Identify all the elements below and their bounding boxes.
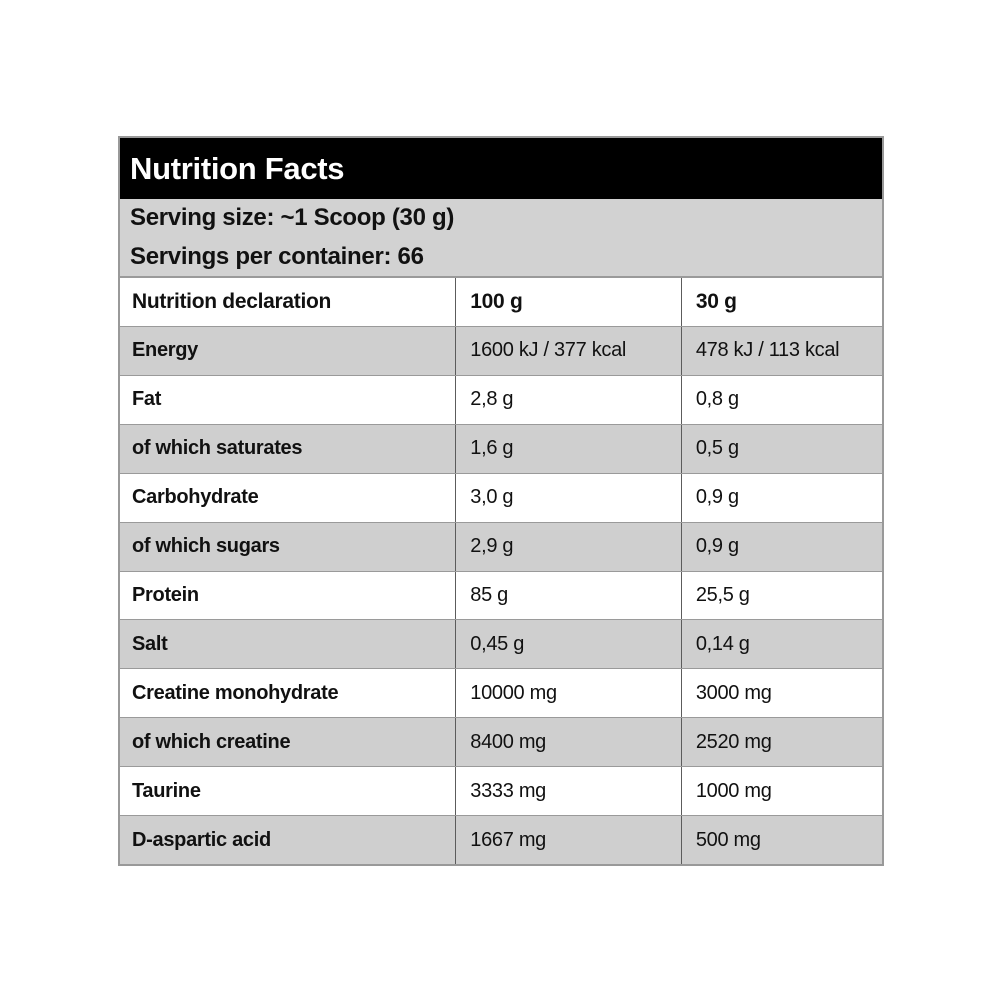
row-value-30g-cell: 500 mg — [681, 816, 882, 864]
row-label-cell: D-aspartic acid — [132, 828, 271, 851]
row-value-100g-cell: 3,0 g — [455, 474, 681, 522]
row-label-cell: Protein — [132, 583, 199, 606]
nutrition-table — [120, 278, 882, 864]
row-value-30g-cell: 2520 mg — [681, 718, 882, 766]
row-value-30g-cell: 3000 mg — [681, 669, 882, 717]
row-value-30g-cell: 478 kJ / 113 kcal — [681, 327, 882, 375]
table-row — [120, 473, 882, 522]
serving-size-text: Serving size: ~1 Scoop (30 g) — [130, 204, 455, 232]
table-row — [120, 815, 882, 864]
row-value-100g-cell: 3333 mg — [455, 767, 681, 815]
row-label-cell: Energy — [132, 339, 199, 362]
nutrition-facts-label — [118, 136, 884, 866]
row-label-cell: Taurine — [132, 779, 201, 802]
table-row — [120, 326, 882, 375]
row-value-100g-cell: 2,9 g — [455, 523, 681, 571]
header-nutrition-declaration: Nutrition declaration — [132, 289, 332, 313]
row-value-100g-cell: 85 g — [455, 572, 681, 620]
row-label-cell: of which saturates — [132, 437, 303, 460]
table-row — [120, 571, 882, 620]
table-row — [120, 424, 882, 473]
row-value-100g-cell: 0,45 g — [455, 620, 681, 668]
table-row — [120, 375, 882, 424]
row-value-30g-cell: 0,9 g — [681, 474, 882, 522]
header-per-100g: 100 g — [455, 278, 681, 326]
row-value-30g-cell: 1000 mg — [681, 767, 882, 815]
serving-size-line — [120, 199, 882, 238]
row-value-30g-cell: 0,8 g — [681, 376, 882, 424]
table-row — [120, 668, 882, 717]
row-value-30g-cell: 25,5 g — [681, 572, 882, 620]
table-row — [120, 766, 882, 815]
table-row — [120, 522, 882, 571]
row-value-100g-cell: 1,6 g — [455, 425, 681, 473]
row-value-100g-cell: 10000 mg — [455, 669, 681, 717]
row-label-cell: Creatine monohydrate — [132, 681, 339, 704]
row-label-cell: of which sugars — [132, 535, 280, 558]
header-per-30g: 30 g — [681, 278, 882, 326]
row-label-cell: Carbohydrate — [132, 486, 259, 509]
servings-per-container-text: Servings per container: 66 — [130, 242, 424, 270]
serving-info-block — [120, 199, 882, 278]
table-row — [120, 717, 882, 766]
row-value-30g-cell: 0,9 g — [681, 523, 882, 571]
row-value-30g-cell: 0,5 g — [681, 425, 882, 473]
table-row — [120, 619, 882, 668]
row-value-100g-cell: 2,8 g — [455, 376, 681, 424]
page-title: Nutrition Facts — [130, 150, 345, 186]
table-header-row — [120, 278, 882, 326]
row-value-30g-cell: 0,14 g — [681, 620, 882, 668]
row-value-100g-cell: 8400 mg — [455, 718, 681, 766]
row-label-cell: of which creatine — [132, 730, 291, 753]
row-value-100g-cell: 1600 kJ / 377 kcal — [455, 327, 681, 375]
row-label-cell: Fat — [132, 388, 162, 411]
title-bar — [120, 138, 882, 199]
servings-per-container-line — [120, 238, 882, 277]
row-label-cell: Salt — [132, 632, 168, 655]
row-value-100g-cell: 1667 mg — [455, 816, 681, 864]
